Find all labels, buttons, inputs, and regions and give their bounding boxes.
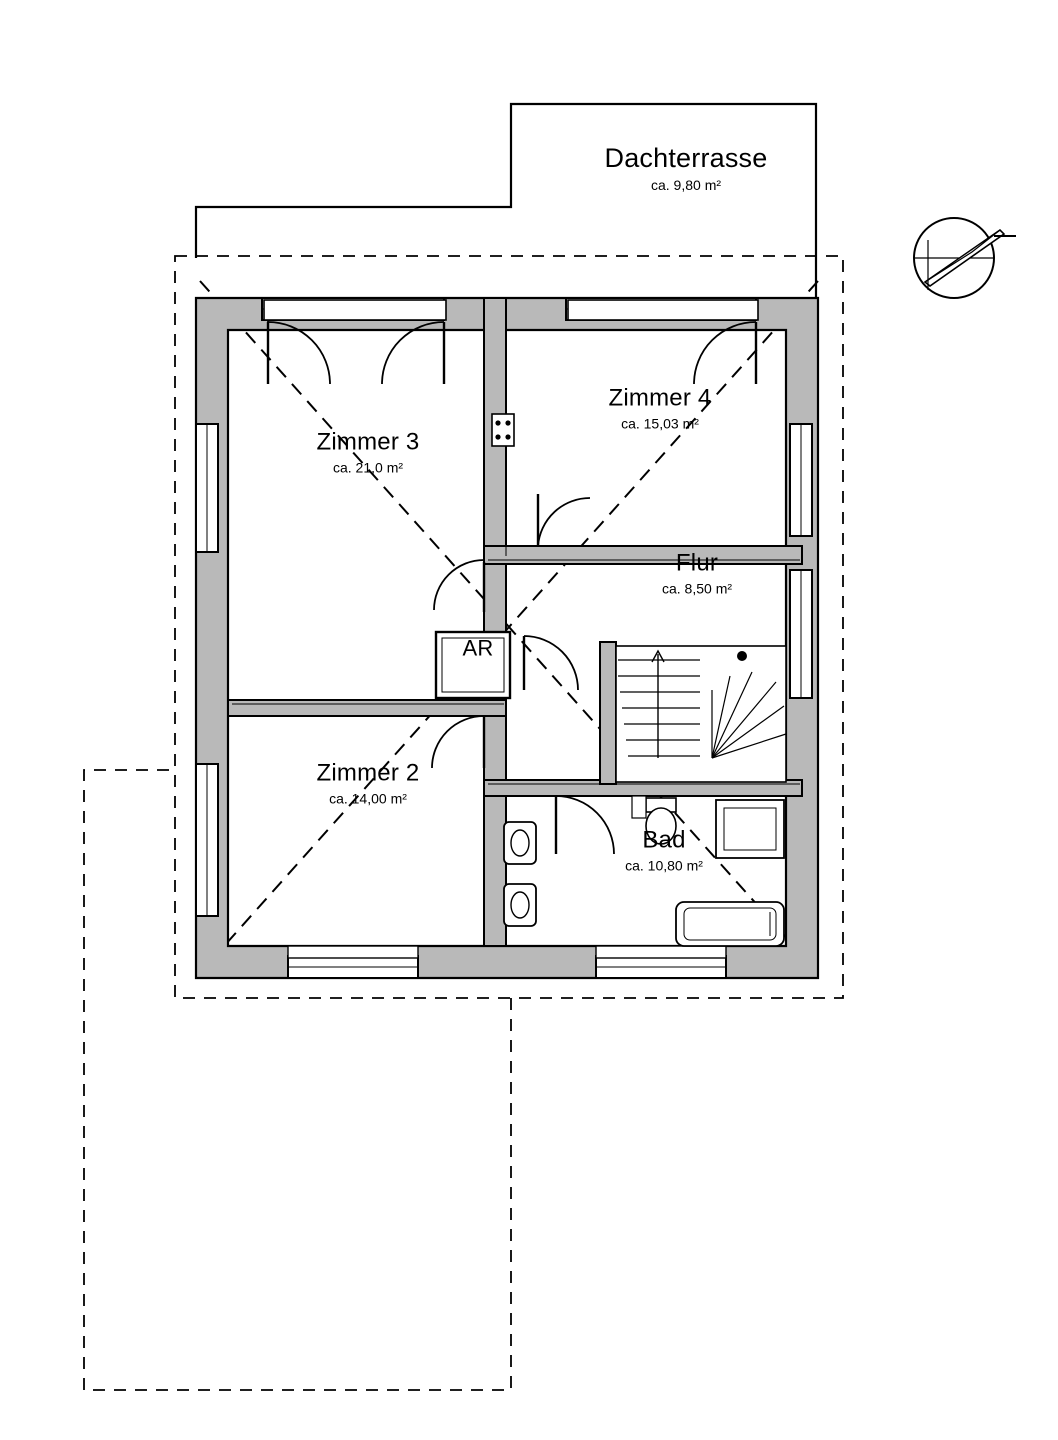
room-name: Zimmer 3 — [316, 428, 420, 456]
room-area: ca. 21,0 m² — [332, 459, 404, 476]
room-label-dachterrasse — [605, 143, 768, 193]
room-label-flur — [662, 550, 732, 597]
room-name: Flur — [675, 549, 719, 577]
room-name: Dachterrasse — [604, 142, 768, 173]
room-name: Zimmer 2 — [316, 759, 420, 787]
room-area: ca. 10,80 m² — [625, 857, 703, 874]
room-name: AR — [462, 635, 494, 661]
dashed-lower-terrace-outline — [84, 770, 511, 1390]
room-label-zimmer-2 — [317, 760, 420, 807]
room-name: Bad — [642, 826, 686, 854]
room-area: ca. 14,00 m² — [329, 790, 407, 807]
installation-symbol — [492, 414, 514, 446]
room-area: ca. 15,03 m² — [621, 415, 699, 432]
room-area: ca. 9,80 m² — [650, 176, 722, 193]
room-label-zimmer-4 — [609, 385, 712, 432]
room-label-zimmer-3 — [317, 429, 420, 476]
room-area: ca. 8,50 m² — [661, 580, 733, 597]
roof-diagonal-lines — [200, 281, 818, 973]
room-label-ar — [463, 635, 494, 660]
room-label-bad — [625, 827, 703, 874]
dachterrasse-outline — [196, 104, 816, 300]
room-name: Zimmer 4 — [608, 384, 712, 412]
compass-north-arrow-icon — [914, 218, 1016, 298]
staircase — [616, 646, 786, 782]
